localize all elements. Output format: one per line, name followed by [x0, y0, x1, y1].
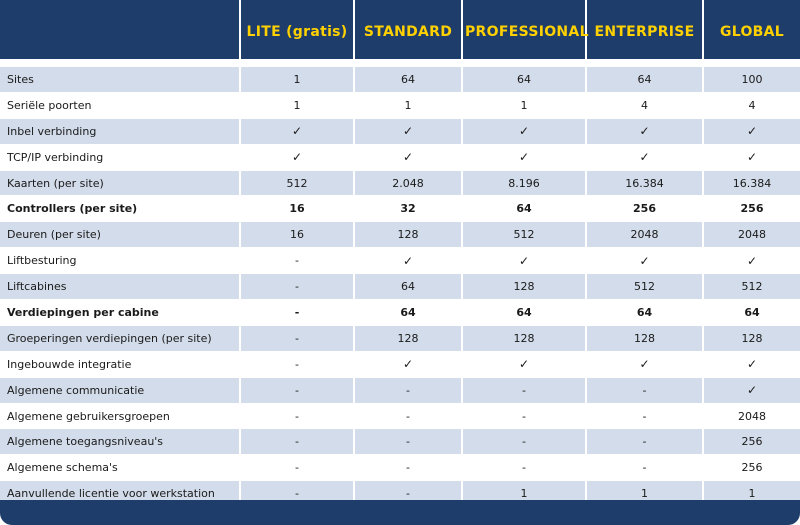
table-row — [0, 93, 800, 119]
tier-value-cell: - — [355, 481, 463, 507]
tier-value-cell: - — [241, 352, 355, 378]
feature-label: Algemene communicatie — [0, 378, 241, 404]
tier-value-cell: 4 — [587, 93, 704, 119]
tier-value-cell: 128 — [587, 326, 704, 352]
feature-label: Algemene gebruikersgroepen — [0, 404, 241, 430]
tier-value-cell: 256 — [587, 196, 704, 222]
tier-value-cell: 512 — [463, 222, 587, 248]
tier-value-cell: 64 — [463, 67, 587, 93]
tier-value-cell: - — [587, 429, 704, 455]
check-icon: ✓ — [587, 352, 704, 378]
tier-value-cell: 128 — [355, 222, 463, 248]
tier-value-cell: 8.196 — [463, 171, 587, 197]
header-tier-standard: STANDARD — [355, 0, 463, 59]
tier-value-cell: 1 — [587, 481, 704, 507]
check-icon: ✓ — [463, 352, 587, 378]
check-icon: ✓ — [704, 119, 800, 145]
check-icon: ✓ — [587, 145, 704, 171]
tier-value-cell: - — [463, 429, 587, 455]
tier-value-cell: 1 — [241, 93, 355, 119]
tier-value-cell: 64 — [587, 67, 704, 93]
feature-label: Liftbesturing — [0, 248, 241, 274]
tier-value-cell: 1 — [463, 481, 587, 507]
check-icon: ✓ — [355, 352, 463, 378]
feature-label: Verdiepingen per cabine — [0, 300, 241, 326]
tier-value-cell: 1 — [463, 93, 587, 119]
feature-label: Algemene schema's — [0, 455, 241, 481]
check-icon: ✓ — [704, 378, 800, 404]
tier-value-cell: 64 — [355, 67, 463, 93]
table-row — [0, 119, 800, 145]
check-icon: ✓ — [704, 145, 800, 171]
tier-value-cell: - — [355, 404, 463, 430]
tier-value-cell: 64 — [355, 274, 463, 300]
table-body — [0, 59, 800, 507]
tier-value-cell: 512 — [704, 274, 800, 300]
table-row — [0, 378, 800, 404]
tier-value-cell: - — [355, 455, 463, 481]
tier-value-cell: - — [241, 378, 355, 404]
check-icon: ✓ — [355, 145, 463, 171]
tier-value-cell: 64 — [463, 300, 587, 326]
tier-value-cell: - — [241, 429, 355, 455]
check-icon: ✓ — [463, 119, 587, 145]
tier-value-cell: - — [241, 404, 355, 430]
check-icon: ✓ — [355, 248, 463, 274]
check-icon: ✓ — [587, 248, 704, 274]
tier-value-cell: 128 — [355, 326, 463, 352]
tier-value-cell: - — [241, 481, 355, 507]
check-icon: ✓ — [355, 119, 463, 145]
tier-value-cell: 64 — [704, 300, 800, 326]
table-row — [0, 404, 800, 430]
tier-value-cell: 16 — [241, 196, 355, 222]
tier-value-cell: 1 — [241, 67, 355, 93]
feature-label: Liftcabines — [0, 274, 241, 300]
feature-label: Seriële poorten — [0, 93, 241, 119]
tier-value-cell: 512 — [587, 274, 704, 300]
tier-value-cell: 64 — [355, 300, 463, 326]
tier-value-cell: 64 — [463, 196, 587, 222]
table-row — [0, 352, 800, 378]
feature-label: Controllers (per site) — [0, 196, 241, 222]
tier-value-cell: - — [355, 378, 463, 404]
tier-value-cell: - — [241, 326, 355, 352]
check-icon: ✓ — [241, 145, 355, 171]
tier-value-cell: - — [355, 429, 463, 455]
feature-label: Aanvullende licentie voor werkstation — [0, 481, 241, 507]
spacer-row — [0, 59, 800, 67]
check-icon: ✓ — [241, 119, 355, 145]
feature-label: Groeperingen verdiepingen (per site) — [0, 326, 241, 352]
footer-bar — [0, 500, 800, 525]
table-row — [0, 196, 800, 222]
tier-value-cell: 128 — [463, 326, 587, 352]
check-icon: ✓ — [463, 248, 587, 274]
tier-value-cell: 2048 — [587, 222, 704, 248]
table-row — [0, 171, 800, 197]
check-icon: ✓ — [463, 145, 587, 171]
tier-value-cell: 64 — [587, 300, 704, 326]
tier-value-cell: - — [241, 300, 355, 326]
table-row — [0, 145, 800, 171]
table-row — [0, 326, 800, 352]
tier-value-cell: - — [587, 455, 704, 481]
table-row — [0, 429, 800, 455]
table-row — [0, 67, 800, 93]
header-tier-enterprise: ENTERPRISE — [587, 0, 704, 59]
header-tier-lite: LITE (gratis) — [241, 0, 355, 59]
tier-value-cell: 16.384 — [704, 171, 800, 197]
tier-value-cell: - — [241, 274, 355, 300]
tier-value-cell: 16.384 — [587, 171, 704, 197]
header-tier-professional: PROFESSIONAL — [463, 0, 587, 59]
check-icon: ✓ — [704, 352, 800, 378]
tier-value-cell: 2.048 — [355, 171, 463, 197]
feature-label: Sites — [0, 67, 241, 93]
tier-value-cell: 256 — [704, 429, 800, 455]
feature-label: Algemene toegangsniveau's — [0, 429, 241, 455]
header-row — [0, 0, 800, 59]
tier-value-cell: 2048 — [704, 404, 800, 430]
tier-value-cell: 1 — [704, 481, 800, 507]
tier-value-cell: - — [463, 455, 587, 481]
header-tier-global: GLOBAL — [704, 0, 800, 59]
tier-value-cell: - — [463, 378, 587, 404]
table-row — [0, 248, 800, 274]
table-row — [0, 300, 800, 326]
feature-label: Deuren (per site) — [0, 222, 241, 248]
table-row — [0, 222, 800, 248]
feature-label: TCP/IP verbinding — [0, 145, 241, 171]
feature-label: Kaarten (per site) — [0, 171, 241, 197]
tier-value-cell: 32 — [355, 196, 463, 222]
tier-value-cell: - — [587, 378, 704, 404]
tier-value-cell: 4 — [704, 93, 800, 119]
tier-value-cell: - — [587, 404, 704, 430]
tier-value-cell: 128 — [463, 274, 587, 300]
check-icon: ✓ — [587, 119, 704, 145]
check-icon: ✓ — [704, 248, 800, 274]
tier-value-cell: - — [241, 248, 355, 274]
tier-value-cell: 128 — [704, 326, 800, 352]
feature-label: Ingebouwde integratie — [0, 352, 241, 378]
feature-label: Inbel verbinding — [0, 119, 241, 145]
tier-value-cell: 1 — [355, 93, 463, 119]
tier-value-cell: 256 — [704, 196, 800, 222]
tier-value-cell: 512 — [241, 171, 355, 197]
tier-value-cell: - — [241, 455, 355, 481]
tier-value-cell: 256 — [704, 455, 800, 481]
table-row — [0, 274, 800, 300]
table-row — [0, 455, 800, 481]
tier-value-cell: 2048 — [704, 222, 800, 248]
header-feature-cell — [0, 0, 241, 59]
tier-value-cell: 16 — [241, 222, 355, 248]
tier-value-cell: 100 — [704, 67, 800, 93]
tier-value-cell: - — [463, 404, 587, 430]
